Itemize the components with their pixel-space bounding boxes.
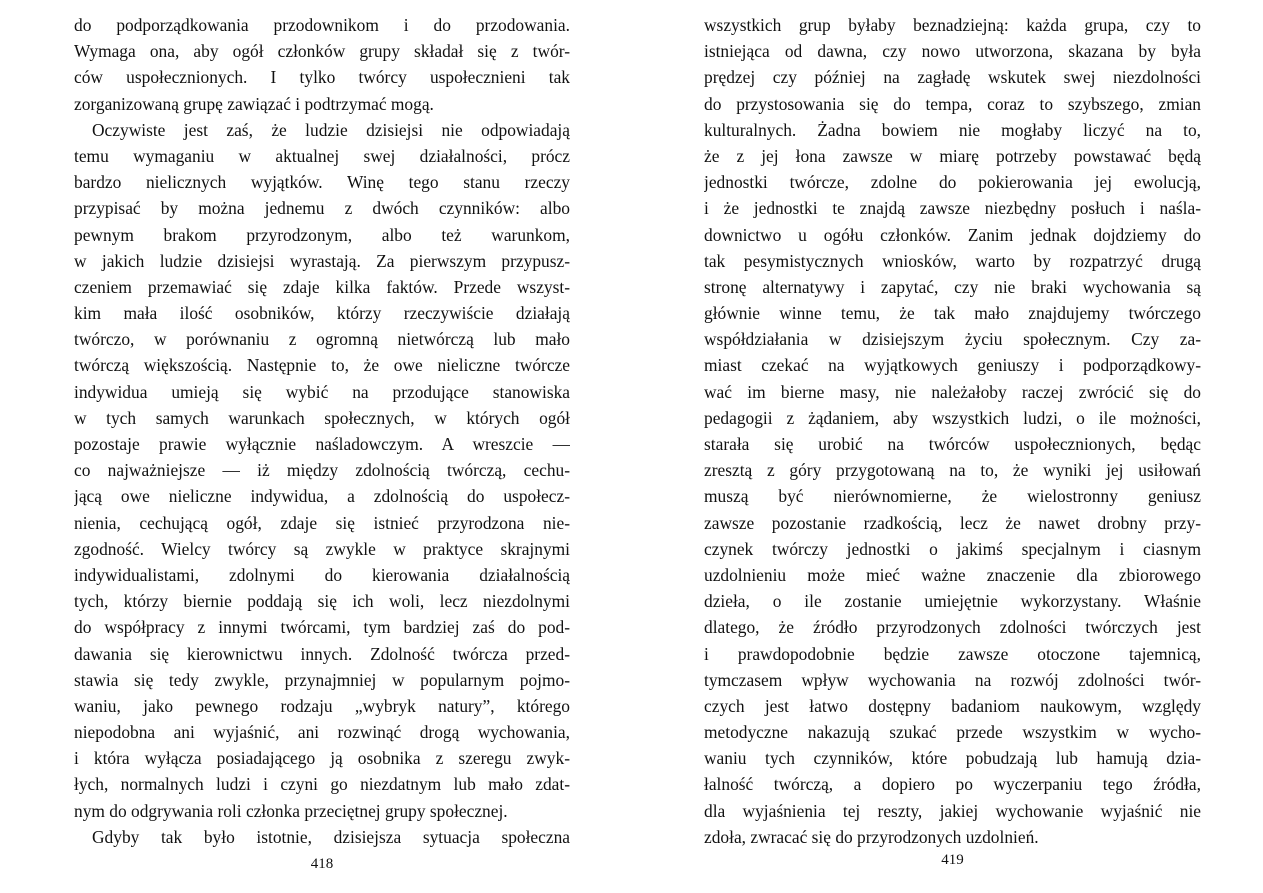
page-number: 419 (941, 852, 964, 868)
text-line: zgodność. Wielcy twórcy są zwykle w praktyce skrajnymi (74, 538, 570, 559)
text-line: metodyczne nakazują szukać przede wszystkim w wycho- (704, 722, 1201, 743)
text-line: waniu tych czynników, które pobudzają lub hamują dzia- (704, 748, 1201, 769)
text-line: istniejąca od dawna, czy nowo utworzona, skazana by była (704, 41, 1201, 62)
text-line: dawania się kierownictwu innych. Zdolność twórcza przed- (74, 643, 570, 664)
text-line: zresztą z góry przygotowaną na to, że wyniki jej usiłowań (704, 460, 1201, 481)
text-line: indywidualistami, zdolnymi do kierowania działalnością (74, 564, 570, 585)
right-page (704, 0, 1201, 893)
text-line: nym do odgrywania roli członka przeciętnej grupy społecznej. (74, 800, 508, 821)
text-line: nienia, cechującą ogół, zdaje się istnieć przyrodzona nie- (74, 512, 570, 533)
text-line: pedagogii z żądaniem, aby wszystkich ludzi, o ile możności, (704, 407, 1201, 428)
text-line: ców uspołecznionych. I tylko twórcy uspołecznieni tak (74, 67, 570, 88)
text-line: czeniem przemawiać się zdaje kilka faktów. Przede wszyst- (74, 276, 570, 297)
text-line: i prawdopodobnie będzie zawsze otoczone tajemnicą, (704, 643, 1201, 664)
text-line: współdziałania w dzisiejszym życiu społecznym. Czy za- (704, 329, 1201, 350)
text-line: głównie winne temu, że tak mało znajdujemy twórczego (704, 303, 1201, 324)
text-line: i która wyłącza posiadającego ją osobnika z szeregu zwyk- (74, 748, 570, 769)
text-line: miast czekać na wyjątkowych geniuszy i podporządkowy- (704, 355, 1201, 376)
text-line: muszą być nierównomierne, że wielostronny geniusz (704, 486, 1201, 507)
text-line: zawsze pozostanie rzadkością, lecz że nawet drobny przy- (704, 512, 1201, 533)
text-line: waniu, jako pewnego rodzaju „wybryk natury”, którego (74, 695, 570, 716)
left-page (74, 0, 570, 893)
left-page-text (74, 12, 570, 850)
text-line: czynek twórczy jednostki o jakimś specjalnym i ciasnym (704, 538, 1201, 559)
text-line: łalność twórczą, a dopiero po wyczerpaniu tego źródła, (704, 774, 1201, 795)
text-line: w tych samych warunkach społecznych, w których ogół (74, 407, 570, 428)
text-line: Oczywiste jest zaś, że ludzie dzisiejsi nie odpowiadają (92, 119, 570, 140)
text-line: pewnym brakom przyrodzonym, albo też warunkom, (74, 224, 570, 245)
text-line: jącą owe nieliczne indywidua, a zdolnością do uspołecz- (74, 486, 570, 507)
text-line: wszystkich grup byłaby beznadziejną: każda grupa, czy to (704, 15, 1201, 35)
right-page-text (704, 12, 1201, 850)
text-line: zorganizowaną grupę zawiązać i podtrzymać mogą. (74, 93, 434, 114)
page-number: 418 (310, 856, 334, 872)
text-line: starała się urobić na twórców uspołecznionych, będąc (704, 434, 1201, 454)
text-line: kim mała ilość osobników, którzy rzeczywiście działają (74, 303, 570, 324)
text-line: temu wymaganiu w aktualnej swej działalności, prócz (74, 145, 570, 166)
text-line: Gdyby tak było istotnie, dzisiejsza sytuacja społeczna (92, 826, 570, 847)
text-line: zdoła, zwracać się do przyrodzonych uzdolnień. (704, 826, 1039, 847)
text-line: do przystosowania się do tempa, coraz to szybszego, zmian (704, 93, 1201, 114)
text-line: niepodobna ani wyjaśnić, ani rozwinąć drogą wychowania, (74, 722, 570, 743)
text-line: kulturalnych. Żadna bowiem nie mogłaby liczyć na to, (704, 119, 1201, 140)
text-line: przypisać by można jednemu z dwóch czynników: albo (74, 198, 570, 219)
text-line: dla wyjaśnienia tej reszty, jakiej wychowanie wyjaśnić nie (704, 800, 1201, 821)
text-line: łych, normalnych ludzi i czyni go niezdatnym lub mało zdat- (74, 774, 570, 795)
text-line: Wymaga ona, aby ogół członków grupy składał się z twór- (74, 41, 570, 62)
text-line: dlatego, że źródło przyrodzonych zdolności twórczych jest (704, 617, 1201, 638)
text-line: wać im bierne masy, nie należałoby raczej zwrócić się do (704, 381, 1201, 402)
text-line: jednostki twórcze, zdolne do pokierowania jej ewolucją, (704, 172, 1201, 193)
text-line: tak pesymistycznych wniosków, warto by rozpatrzyć drugą (704, 250, 1201, 271)
text-line: twórczą większością. Następnie to, że owe nieliczne twórcze (74, 355, 570, 376)
text-line: dzieła, o ile zostanie umiejętnie wykorzystany. Właśnie (704, 591, 1201, 612)
text-line: do współpracy z innymi twórcami, tym bardziej zaś do pod- (74, 617, 570, 638)
text-line: bardzo nielicznych wyjątków. Winę tego stanu rzeczy (74, 172, 570, 193)
text-line: co najważniejsze — iż między zdolnością twórczą, cechu- (74, 460, 570, 481)
text-line: uzdolnieniu może mieć ważne znaczenie dla zbiorowego (704, 564, 1201, 585)
text-line: i że jednostki te znajdą zawsze niezbędny posłuch i naśla- (704, 198, 1201, 219)
text-line: tymczasem wpływ wychowania na rozwój zdolności twór- (704, 669, 1201, 690)
text-line: czych jest łatwo dostępny badaniom naukowym, względy (704, 695, 1201, 716)
text-line: tych, którzy biernie poddają się ich woli, lecz niezdolnymi (74, 591, 570, 612)
text-line: indywidua umieją się wybić na przodujące stanowiska (74, 381, 570, 402)
text-line: do podporządkowania przodownikom i do przodowania. (74, 15, 570, 35)
text-line: stronę alternatywy i zapytać, czy nie braki wychowania są (704, 276, 1201, 297)
text-line: twórczo, w porównaniu z ogromną nietwórczą lub mało (74, 329, 570, 350)
text-line: w jakich ludzie dzisiejsi wyrastają. Za pierwszym przypusz- (74, 250, 570, 271)
text-line: pozostaje prawie wyłącznie naśladowczym. A wreszcie — (74, 434, 570, 454)
text-line: prędzej czy później na zagładę wskutek swej niezdolności (704, 67, 1201, 88)
text-line: downictwo u ogółu członków. Zanim jednak dojdziemy do (704, 224, 1201, 245)
text-line: że z jej łona zawsze w miarę potrzeby powstawać będą (704, 145, 1201, 166)
text-line: stawia się tedy zwykle, przynajmniej w popularnym pojmo- (74, 669, 570, 690)
